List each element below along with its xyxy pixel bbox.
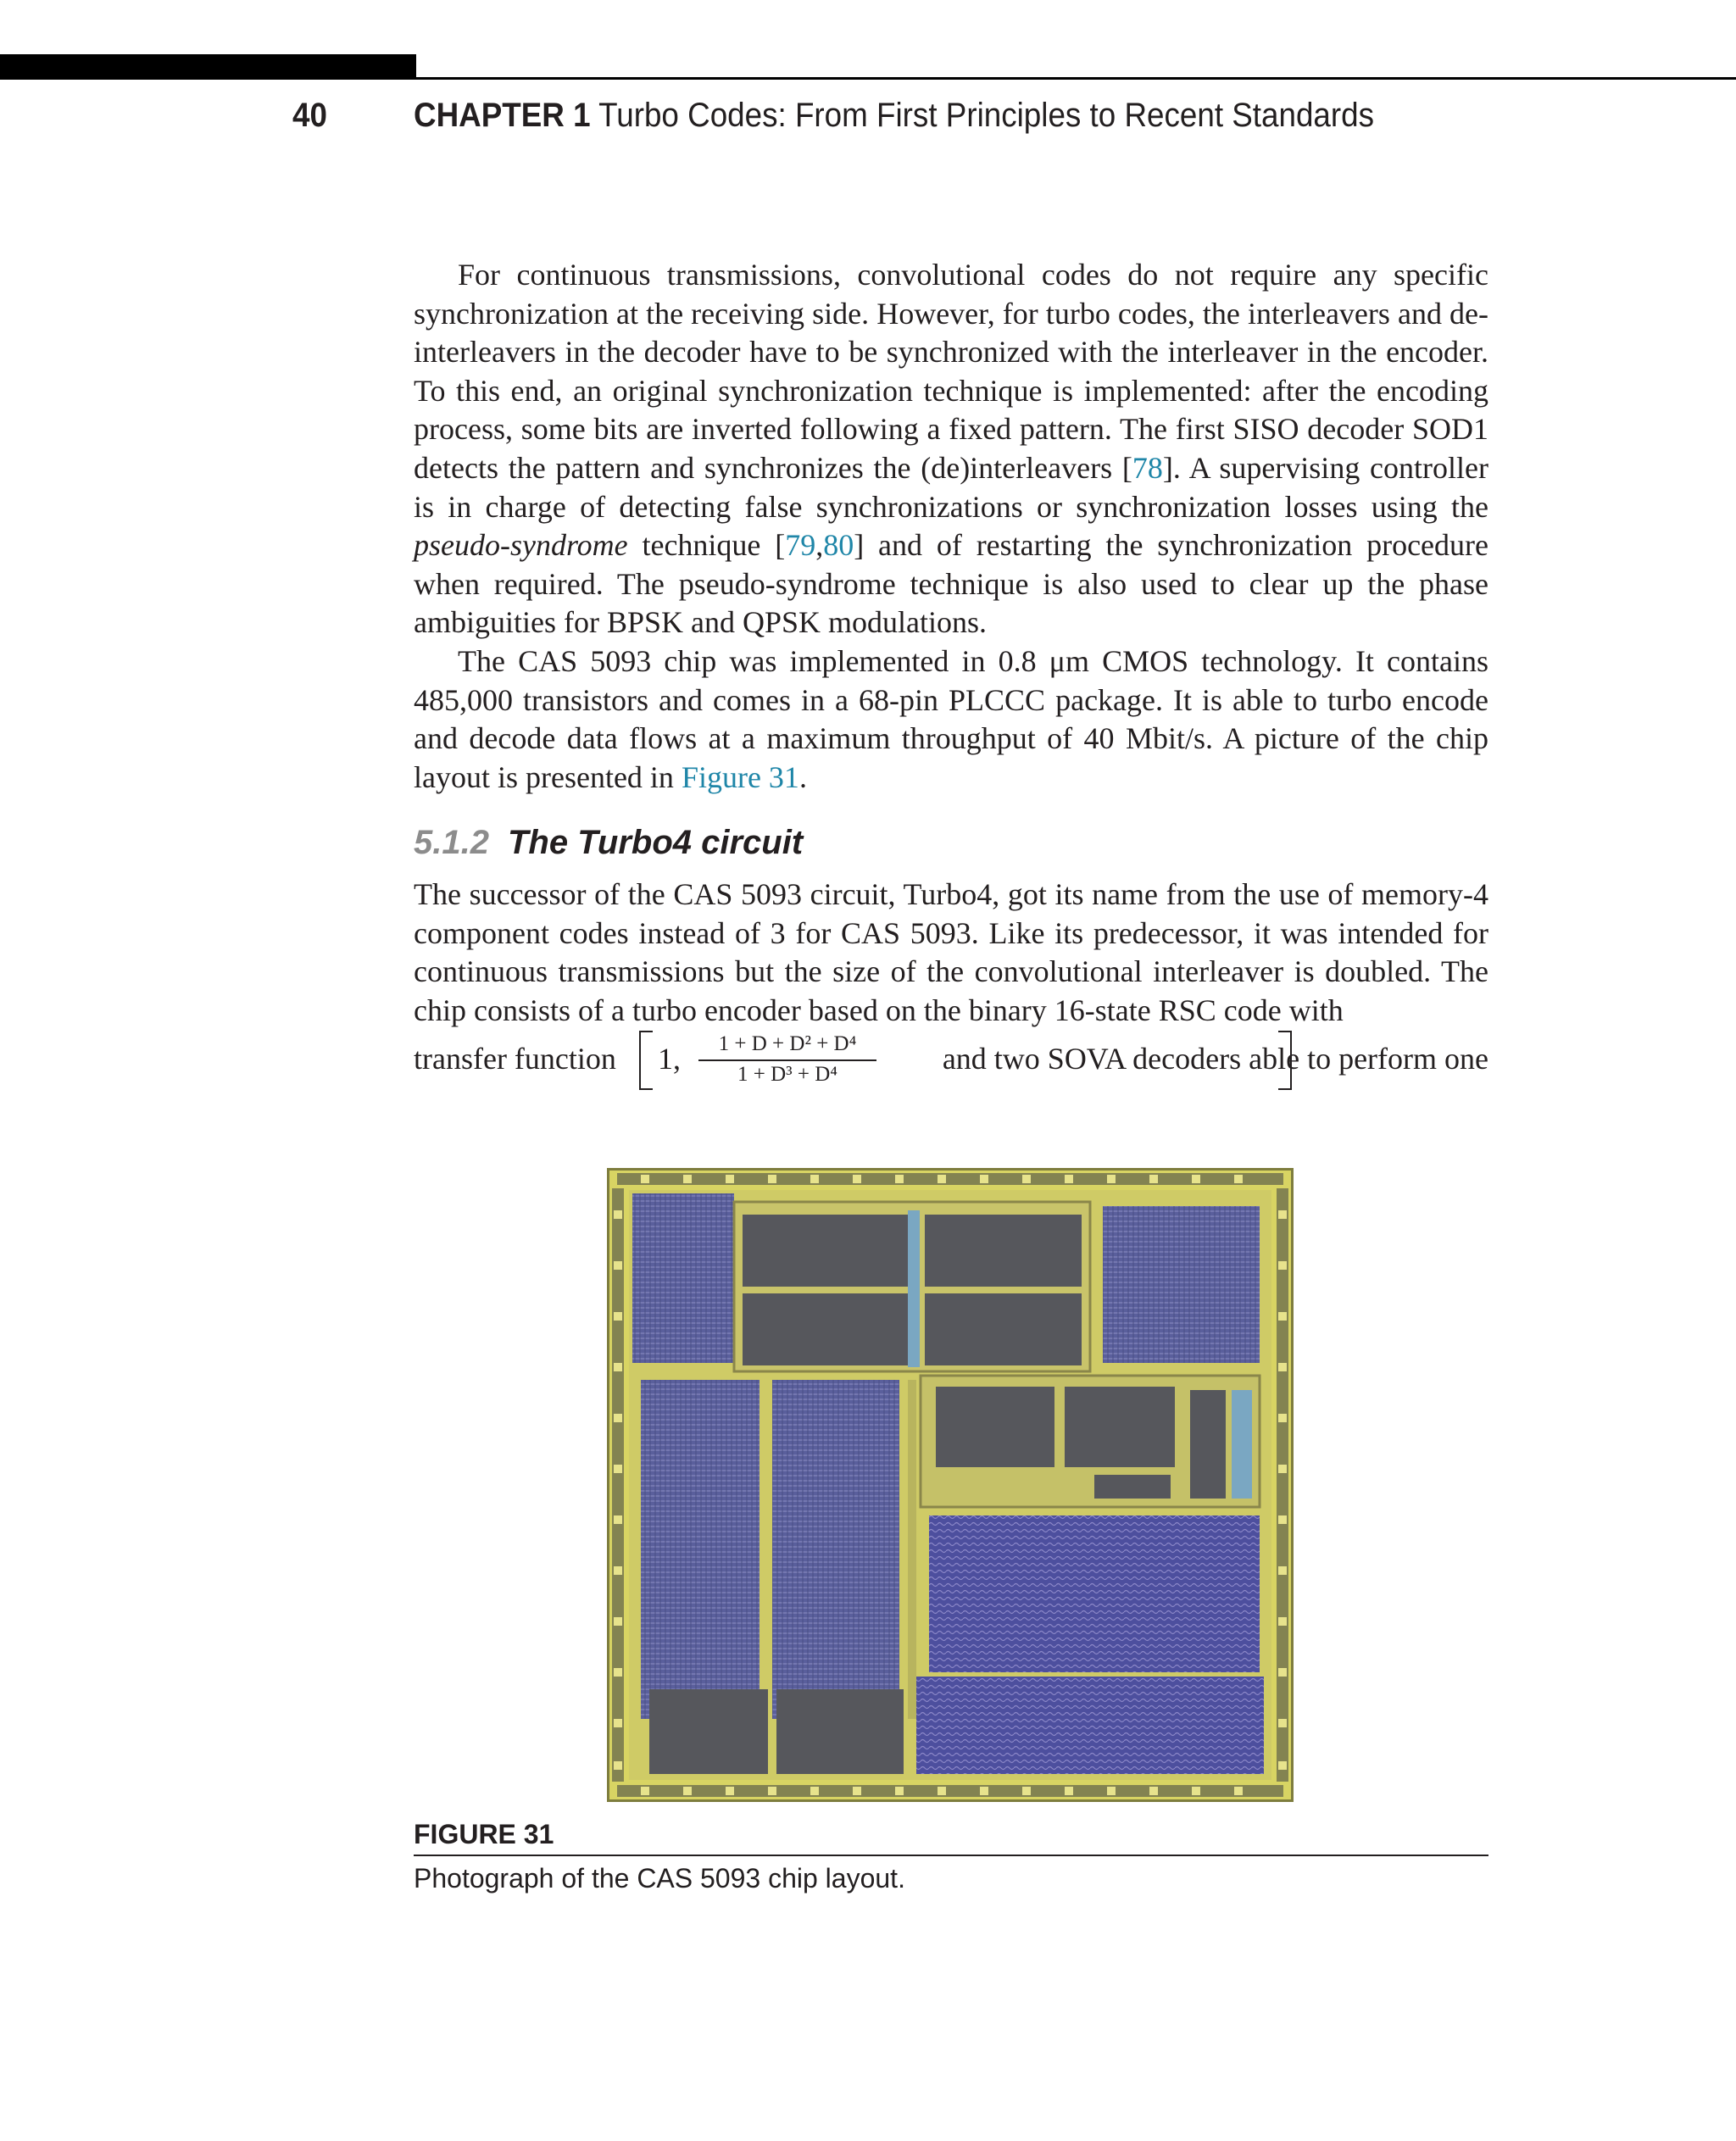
- paragraph-cas5093: [414, 642, 1488, 797]
- header-rule-thick: [0, 54, 416, 80]
- formula-continuation: and two SOVA decoders able to perform one: [942, 1042, 1488, 1076]
- formula-one: 1,: [658, 1042, 681, 1076]
- para1-text-1: For continuous transmissions, convolutional codes do not require any specific synchronization at the receiving side. However, for turbo codes, the interleavers and de-interleavers in the decoder have to be synchronized with the interleaver in the encoder. To this end, an original synchronization technique is implemented: after the encoding process, some bits are inverted following a fixed pattern. The first SISO decoder SOD1 detects the pattern and synchronizes the (de)interleavers [: [414, 258, 1488, 485]
- figure-31-link[interactable]: Figure 31: [681, 759, 799, 794]
- paragraph-turbo4: The successor of the CAS 5093 circuit, Turbo4, got its name from the use of memory-4 component codes instead of 3 for CAS 5093. Like its predecessor, it was intended for continuous transmissions but the size of the convolutional interleaver is doubled. The chip consists of a turbo encoder based on the binary 16-state RSC code with: [414, 877, 1488, 1027]
- citation-79[interactable]: 79: [785, 528, 816, 563]
- section-heading: [414, 824, 803, 862]
- page-number: 40: [292, 97, 327, 134]
- body-text-lower: [414, 876, 1488, 1030]
- running-head: [414, 97, 1374, 135]
- body-text-upper: [414, 256, 1488, 797]
- pseudo-syndrome-emphasis: pseudo-syndrome: [414, 528, 628, 563]
- figure-label: FIGURE 31: [414, 1819, 554, 1849]
- left-bracket: [639, 1031, 653, 1090]
- header-rule-thin: [416, 77, 1736, 80]
- paragraph-synchronization: [414, 256, 1488, 642]
- para2-text-1: The CAS 5093 chip was implemented in 0.8 μm CMOS technology. It contains 485,000 transistors and comes in a 68-pin PLCCC package. It is able to turbo encode and decode data flows at a maximum throughput of 40 Mbit/s. A picture of the chip layout is presented in: [414, 643, 1488, 794]
- figure-rule: [414, 1855, 1488, 1856]
- section-title: The Turbo4 circuit: [507, 824, 804, 861]
- fraction-denominator: 1 + D³ + D⁴: [737, 1063, 838, 1086]
- transfer-function-label: transfer function: [414, 1042, 616, 1076]
- citation-80[interactable]: 80: [823, 528, 854, 563]
- transfer-function-line: [414, 1031, 1488, 1090]
- chip-layout-photo: [607, 1168, 1294, 1802]
- para1-text-4: ,: [815, 528, 824, 563]
- fraction-bar: [698, 1059, 876, 1061]
- figure-caption: Photograph of the CAS 5093 chip layout.: [414, 1863, 905, 1894]
- para1-text-3: technique [: [627, 528, 786, 563]
- para2-text-2: .: [798, 759, 807, 794]
- running-header: [0, 92, 1736, 142]
- para1-text-2: ]. A supervising controller is in charge of detecting false synchronizations or synchronization losses using the: [414, 450, 1488, 524]
- chapter-label: CHAPTER 1: [414, 97, 591, 134]
- para1-text-5: ] and of restarting the synchronization procedure when required. The pseudo-syndrome technique is also used to clear up the phase ambiguities for BPSK and QPSK modulations.: [414, 528, 1488, 640]
- chapter-title: Turbo Codes: From First Principles to Recent Standards: [598, 97, 1375, 134]
- section-number: 5.1.2: [414, 824, 489, 861]
- fraction-numerator: 1 + D + D² + D⁴: [718, 1032, 857, 1055]
- citation-78[interactable]: 78: [1132, 450, 1163, 485]
